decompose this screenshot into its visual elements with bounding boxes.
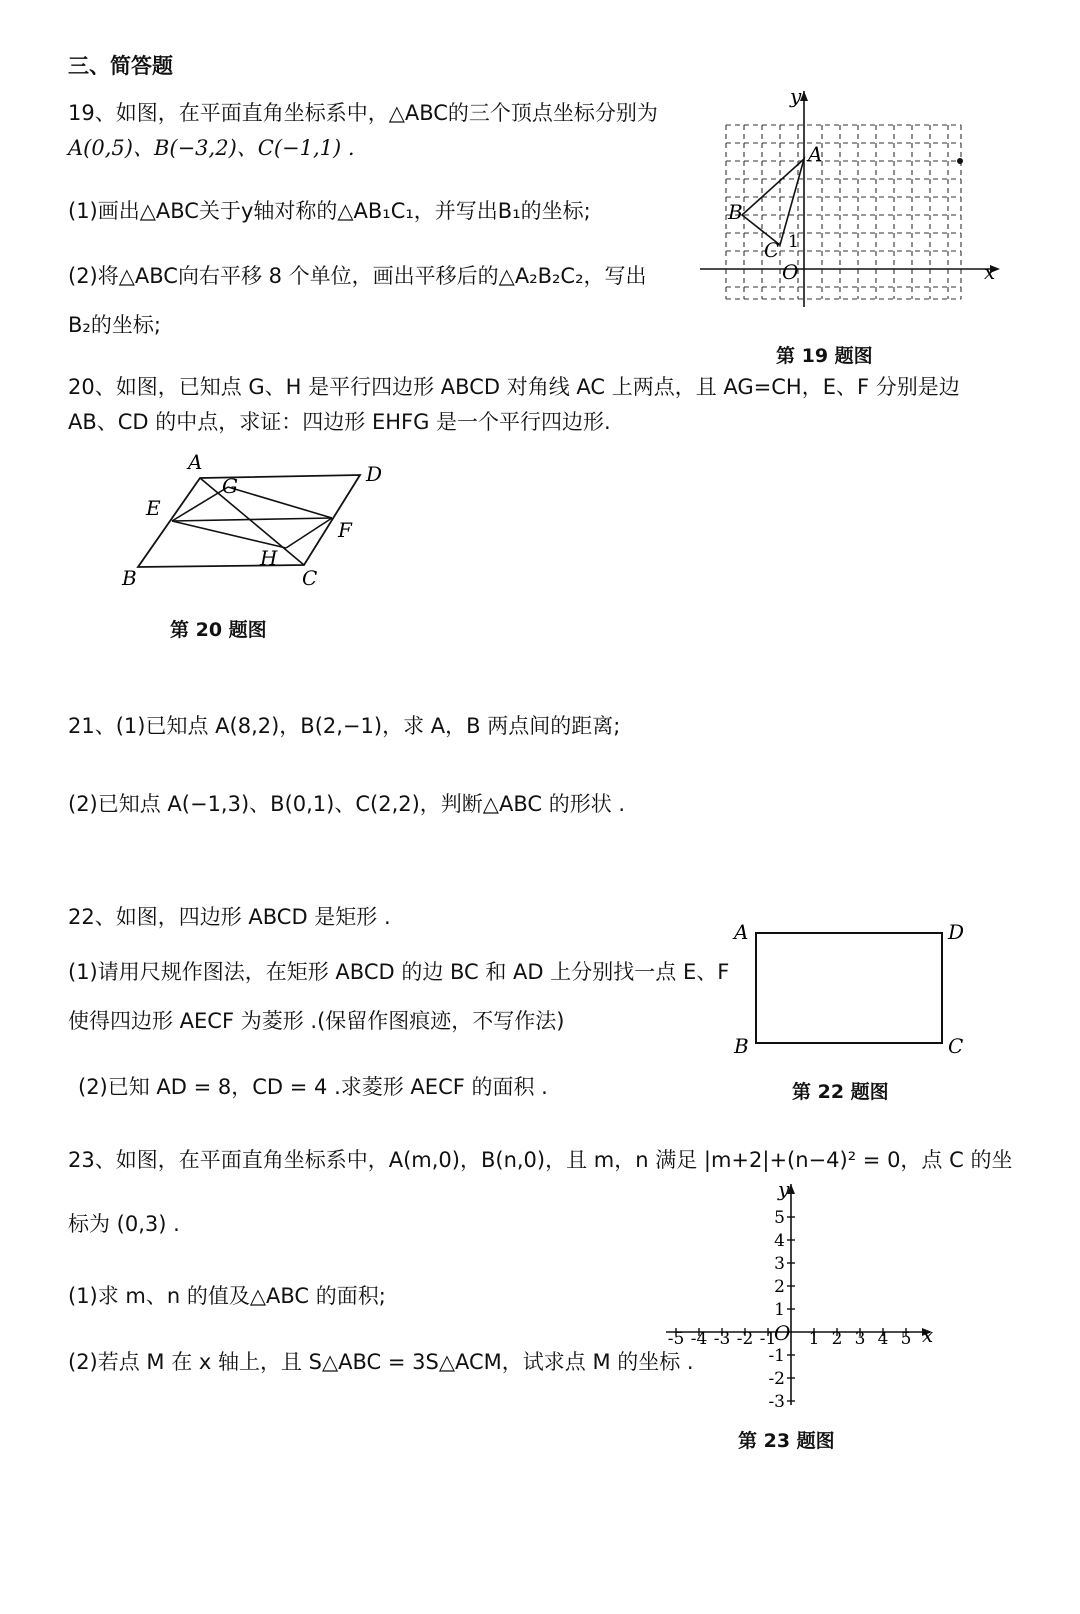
q20-label-f: F: [338, 518, 352, 542]
q19-line1: 19、如图，在平面直角坐标系中，△ABC的三个顶点坐标分别为: [68, 101, 658, 125]
q23-y-tick-label: 2: [774, 1277, 785, 1297]
q23-x-tick-label: 1: [808, 1329, 820, 1349]
q20-label-h: H: [260, 546, 278, 570]
q19-label-c: C: [764, 238, 780, 262]
q21-line2: (2)已知点 A(−1,3)、B(0,1)、C(2,2)，判断△ABC 的形状 .: [68, 792, 626, 816]
q23-x-tick-label: 5: [900, 1329, 912, 1349]
q23-x-tick-label: -3: [713, 1329, 731, 1349]
q20-segment-eh: [172, 521, 286, 548]
q23-x-tick-label: 3: [854, 1329, 866, 1349]
q23-y-tick-label: 1: [774, 1300, 785, 1320]
q19-grid: [726, 125, 961, 299]
q20-line2: AB、CD 的中点，求证：四边形 EHFG 是一个平行四边形.: [68, 410, 611, 434]
q19-line2: A(0,5)、B(−3,2)、C(−1,1) .: [68, 136, 355, 160]
q22-label-c: C: [948, 1034, 964, 1058]
q22-label-d: D: [948, 920, 965, 944]
q23-caption: 第 23 题图: [738, 1430, 835, 1452]
q20-label-c: C: [302, 566, 318, 590]
q20-label-b: B: [122, 566, 137, 590]
q19-label-origin: O: [782, 260, 799, 284]
q20-label-e: E: [146, 496, 161, 520]
q22-figure: [730, 915, 980, 1060]
q20-segment-hf: [286, 518, 332, 548]
q23-y-tick-label: -1: [768, 1346, 785, 1366]
q19-figure: [690, 85, 1020, 315]
q19-part2b: B₂的坐标;: [68, 313, 161, 337]
q20-figure: [110, 445, 410, 595]
q22-line1: 22、如图，四边形 ABCD 是矩形 .: [68, 905, 391, 929]
q23-x-tick-label: -1: [759, 1329, 777, 1349]
q23-x-tick-label: -4: [690, 1329, 708, 1349]
q19-dot: [957, 158, 963, 164]
q23-x-tick-label: 4: [877, 1329, 889, 1349]
q19-label-a: A: [808, 142, 823, 166]
q21-line1: 21、(1)已知点 A(8,2)，B(2,−1)，求 A，B 两点间的距离;: [68, 714, 621, 738]
q23-line2: 标为 (0,3) .: [68, 1212, 180, 1236]
q19-label-b: B: [728, 200, 743, 224]
q23-part1: (1)求 m、n 的值及△ABC 的面积;: [68, 1284, 386, 1308]
q23-x-tick-label: 2: [831, 1329, 843, 1349]
q22-part1b: 使得四边形 AECF 为菱形 .(保留作图痕迹，不写作法): [68, 1009, 565, 1033]
q23-figure: [660, 1177, 950, 1415]
q23-x-tick-label: -2: [736, 1329, 754, 1349]
q23-y-tick-label: 4: [774, 1231, 785, 1251]
q23-y-tick-label: 3: [774, 1254, 785, 1274]
q20-label-a: A: [188, 450, 203, 474]
q20-caption: 第 20 题图: [170, 619, 267, 641]
q22-caption: 第 22 题图: [792, 1081, 889, 1103]
q19-part2a: (2)将△ABC向右平移 8 个单位，画出平移后的△A₂B₂C₂，写出: [68, 264, 647, 288]
q20-segment-eg: [172, 487, 228, 521]
q23-x-tick-label: -5: [667, 1329, 685, 1349]
q23-y-tick-label: -2: [768, 1369, 785, 1389]
q22-part1a: (1)请用尺规作图法，在矩形 ABCD 的边 BC 和 AD 上分别找一点 E、F: [68, 960, 730, 984]
q23-y-tick-label: 5: [774, 1208, 785, 1228]
q20-label-g: G: [222, 474, 238, 498]
q20-line1: 20、如图，已知点 G、H 是平行四边形 ABCD 对角线 AC 上两点，且 AG=CH，E、F 分别是边: [68, 375, 960, 399]
q23-part2: (2)若点 M 在 x 轴上，且 S△ABC = 3S△ACM，试求点 M 的坐标 .: [68, 1350, 694, 1374]
q23-line1: 23、如图，在平面直角坐标系中，A(m,0)，B(n,0)，且 m，n 满足 |m+2|+(n−4)² = 0，点 C 的坐: [68, 1148, 1013, 1172]
q19-label-y: y: [790, 84, 802, 108]
q19-label-x: x: [984, 260, 996, 284]
q22-label-a: A: [734, 920, 749, 944]
q22-label-b: B: [734, 1034, 749, 1058]
q20-segment-gf: [228, 487, 332, 518]
q23-label-x: x: [922, 1323, 934, 1347]
section-title: 三、简答题: [68, 54, 173, 78]
q23-y-tick-label: -3: [768, 1392, 785, 1412]
q19-caption: 第 19 题图: [776, 345, 873, 367]
q22-rectangle: [756, 933, 942, 1043]
q19-tick-1: 1: [788, 232, 799, 252]
q23-label-origin: O: [774, 1321, 791, 1345]
q22-part2: (2)已知 AD = 8，CD = 4 .求菱形 AECF 的面积 .: [78, 1075, 548, 1099]
q23-label-y: y: [778, 1177, 790, 1201]
q20-label-d: D: [366, 462, 383, 486]
q19-part1: (1)画出△ABC关于y轴对称的△AB₁C₁，并写出B₁的坐标;: [68, 199, 591, 223]
q20-diagonal-ac: [200, 478, 304, 565]
